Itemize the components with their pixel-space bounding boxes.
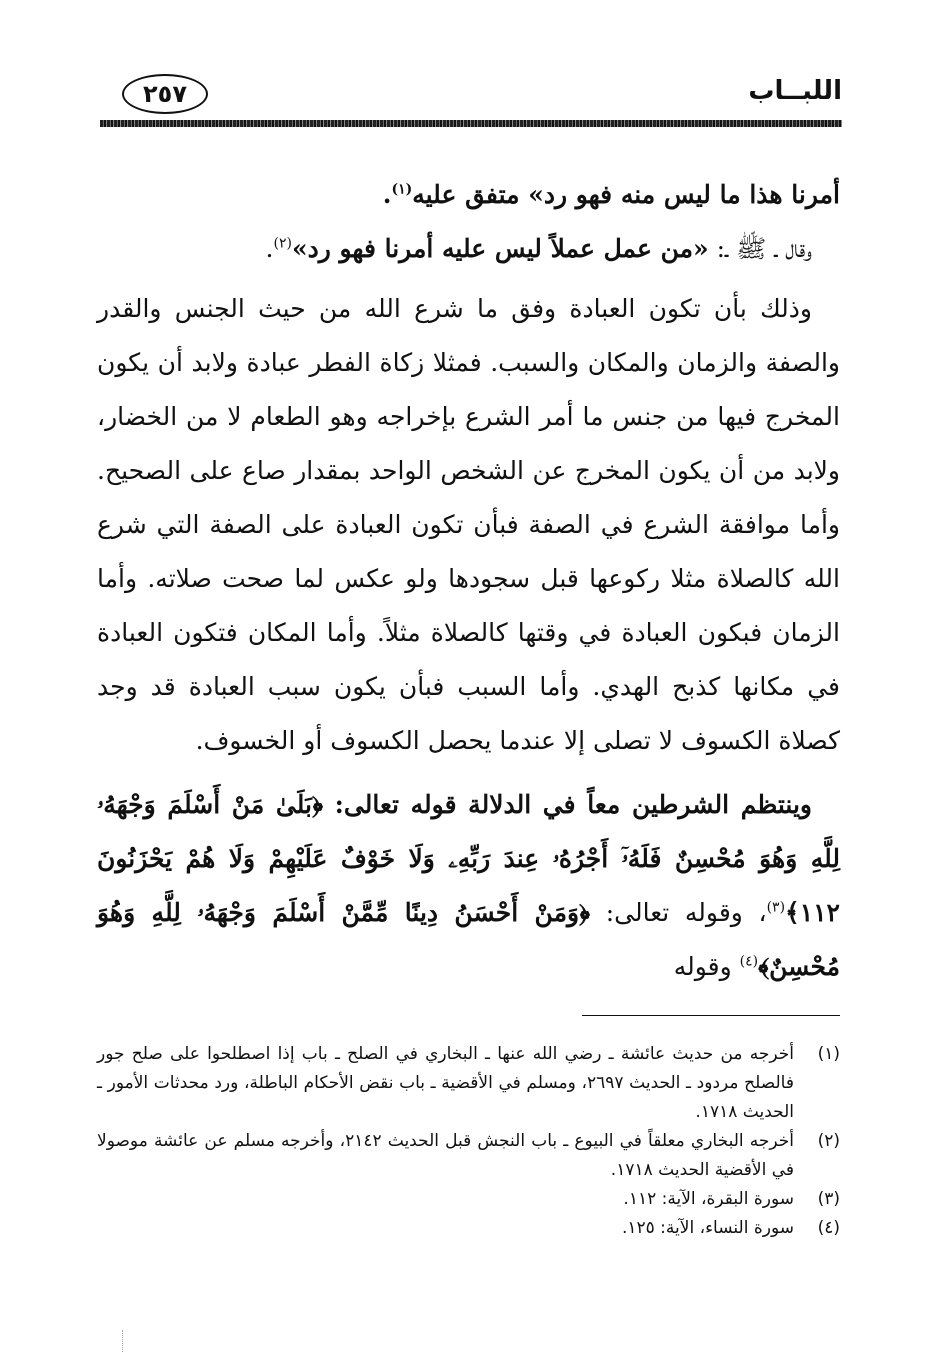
footnote-3	[97, 1185, 840, 1214]
footnote-text: أخرجه من حديث عائشة ـ رضي الله عنها ـ البخاري في الصلح ـ باب إذا اصطلحوا على صلح جور فالصلح مردود ـ الحديث ٢٦٩٧، ومسلم في الأقضية ـ باب نقض الأحكام الباطلة، ورد محدثات الأمور ـ الحديث ١٧١٨.	[97, 1044, 794, 1122]
p4-end: وقوله	[673, 952, 740, 981]
scan-mark	[122, 1330, 124, 1352]
quran-verse-1: ﴿بَلَىٰ مَنْ أَسْلَمَ وَجْهَهُۥ لِلَّهِ وَهُوَ مُحْسِنٌ فَلَهُۥٓ أَجْرُهُۥ عِندَ رَبِّهِۦ وَلَا خَوْفٌ عَلَيْهِمْ وَلَا هُمْ يَحْزَنُونَ ١١٢﴾	[97, 790, 840, 927]
header-rule	[100, 120, 842, 127]
footnote-separator	[582, 1015, 840, 1016]
paragraph-1: أمرنا هذا ما ليس منه فهو رد» متفق عليه$^{(١)}$.	[382, 180, 840, 209]
page-header	[100, 70, 842, 132]
p1-text: أمرنا هذا ما ليس منه فهو رد» متفق عليه	[412, 180, 840, 209]
p4-mid: ، وقوله تعالى:	[590, 898, 767, 927]
footnote-4	[97, 1214, 840, 1243]
quran-verse-2: ﴿وَمَنْ أَحْسَنُ دِينًا مِّمَّنْ أَسْلَمَ وَجْهَهُۥ لِلَّهِ وَهُوَ مُحْسِنٌ﴾	[97, 898, 840, 981]
footnote-number: (٣)	[817, 1189, 840, 1209]
running-title: اللبــاب	[748, 76, 842, 106]
footnote-2	[97, 1127, 840, 1185]
footnote-text: سورة النساء، الآية: ١٢٥.	[621, 1218, 794, 1238]
footnote-number: (١)	[817, 1044, 840, 1064]
footnote-ref-4: (٤)	[739, 953, 759, 970]
page-number: ٢٥٧	[122, 74, 208, 114]
footnote-text: أخرجه البخاري معلقاً في البيوع ـ باب النجش قبل الحديث ٢١٤٢، وأخرجه مسلم عن عائشة موصولا في الأقضية الحديث ١٧١٨.	[97, 1131, 794, 1180]
footnotes	[97, 1040, 840, 1243]
p4-intro: وينتظم الشرطين معاً في الدلالة قوله تعالى:	[323, 790, 812, 819]
footnote-ref-1: (١)	[391, 181, 413, 198]
footnote-number: (٤)	[817, 1218, 840, 1238]
paragraph-3: وذلك بأن تكون العبادة وفق ما شرع الله من حيث الجنس والقدر والصفة والزمان والمكان والسبب. فمثلا زكاة الفطر عبادة ولابد أن يكون المخرج فيها من جنس ما أمر الشرع بإخراجه وهو الطعام لا من الخضار، ولابد من أن يكون المخرج عن الشخص الواحد بمقدار صاع على الصحيح. وأما موافقة الشرع في الصفة فبأن تكون العبادة على الصفة التي شرع الله كالصلاة مثلا ركوعها قبل سجودها ولو عكس لما صحت صلاته. وأما الزمان فبكون العبادة في وقتها كالصلاة مثلاً. وأما المكان فتكون العبادة في مكانها كذبح الهدي. وأما السبب فبأن يكون سبب العبادة قد وجد كصلاة الكسوف لا تصلى إلا عندما يحصل الكسوف أو الخسوف.	[97, 294, 840, 755]
footnote-text: سورة البقرة، الآية: ١١٢.	[623, 1189, 794, 1209]
paragraph-2: وقال ـ ﷺ ـ: «من عمل عملاً ليس عليه أمرنا فهو رد»$^{(٢)}$.	[265, 234, 812, 263]
footnote-ref-2: (٢)	[273, 235, 292, 252]
paragraph-4	[97, 778, 840, 994]
body-text	[97, 168, 840, 994]
footnote-ref-3: (٣)	[766, 899, 786, 916]
hadith-quote: «من عمل عملاً ليس عليه أمرنا فهو رد»	[291, 234, 709, 263]
footnote-1	[97, 1040, 840, 1127]
p2-intro: وقال ـ ﷺ ـ:	[708, 234, 812, 263]
footnote-number: (٢)	[817, 1131, 840, 1151]
